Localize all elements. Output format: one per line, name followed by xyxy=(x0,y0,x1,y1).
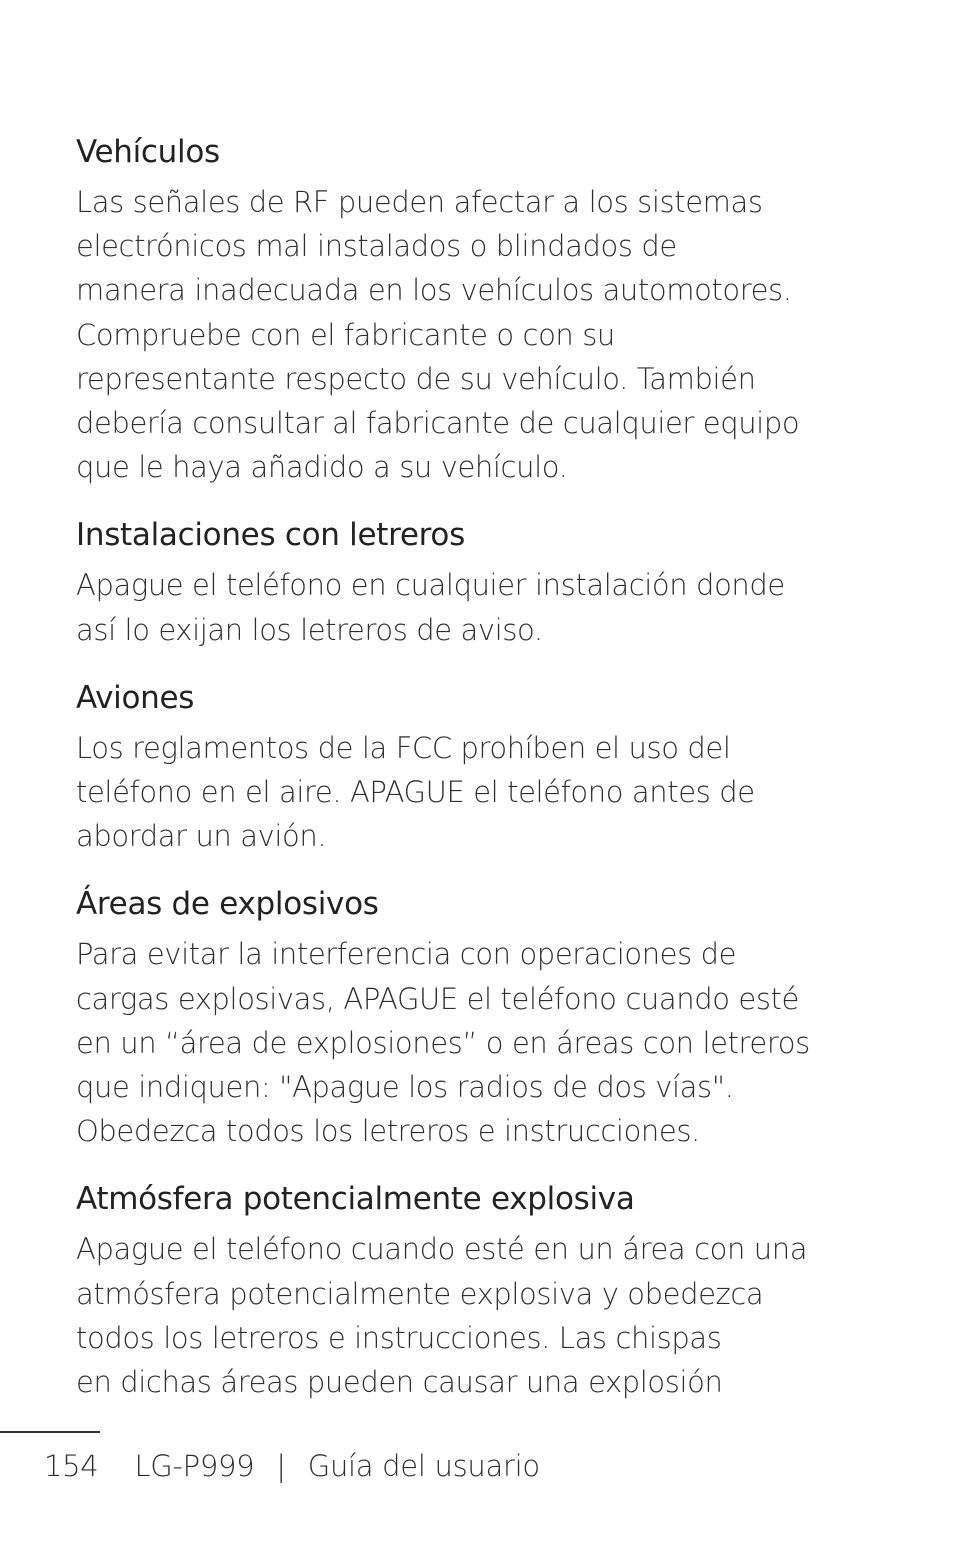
body-line: cargas explosivas, APAGUE el teléfono cuando esté xyxy=(76,981,799,1016)
body-line: Los reglamentos de la FCC prohíben el uso del xyxy=(76,730,731,765)
body-line: Apague el teléfono cuando esté en un área con una xyxy=(76,1232,808,1267)
body-line: Las señales de RF pueden afectar a los sistemas xyxy=(76,185,763,219)
section-title: Vehículos xyxy=(76,134,220,170)
body-line: manera inadecuada en los vehículos automotores. xyxy=(76,273,792,308)
section-instalaciones xyxy=(76,513,876,651)
section-areas-explosivos xyxy=(76,882,876,1153)
body-line: que indiquen: "Apague los radios de dos vías". xyxy=(76,1070,734,1105)
footer-separator: | xyxy=(276,1449,286,1483)
body-line: representante respecto de su vehículo. También xyxy=(76,361,756,396)
model-name: LG-P999 xyxy=(134,1449,255,1483)
section-body xyxy=(76,726,876,859)
body-line: abordar un avión. xyxy=(76,819,327,854)
body-line: teléfono en el aire. APAGUE el teléfono antes de xyxy=(76,775,755,810)
section-atmosfera-explosiva xyxy=(76,1177,876,1404)
section-body xyxy=(76,180,876,489)
body-line: atmósfera potencialmente explosiva y obedezca xyxy=(76,1276,764,1311)
body-line: todos los letreros e instrucciones. Las chispas xyxy=(76,1320,722,1355)
page-footer xyxy=(44,1446,540,1486)
section-body xyxy=(76,1227,876,1404)
body-line: electrónicos mal instalados o blindados de xyxy=(76,229,677,264)
body-line: Para evitar la interferencia con operaciones de xyxy=(76,937,737,972)
page-number: 154 xyxy=(44,1449,99,1483)
page-content xyxy=(76,130,876,1404)
body-line: en dichas áreas pueden causar una explosión xyxy=(76,1365,723,1400)
footer-rule xyxy=(0,1431,100,1433)
section-body xyxy=(76,932,876,1153)
section-vehiculos xyxy=(76,130,876,489)
section-aviones xyxy=(76,676,876,859)
section-title: Aviones xyxy=(76,679,195,716)
body-line: así lo exijan los letreros de aviso. xyxy=(76,612,543,647)
body-line: que le haya añadido a su vehículo. xyxy=(76,450,568,485)
body-line: Obedezca todos los letreros e instrucciones. xyxy=(76,1114,700,1149)
body-line: debería consultar al fabricante de cualquier equipo xyxy=(76,406,800,441)
section-title: Atmósfera potencialmente explosiva xyxy=(76,1181,635,1218)
body-line: Apague el teléfono en cualquier instalación donde xyxy=(76,568,785,603)
body-line: en un “área de explosiones” o en áreas con letreros xyxy=(76,1025,810,1060)
section-title: Instalaciones con letreros xyxy=(76,517,465,554)
guide-title: Guía del usuario xyxy=(307,1449,540,1483)
body-line: Compruebe con el fabricante o con su xyxy=(76,317,615,352)
section-body xyxy=(76,563,876,651)
section-title: Áreas de explosivos xyxy=(76,886,379,923)
